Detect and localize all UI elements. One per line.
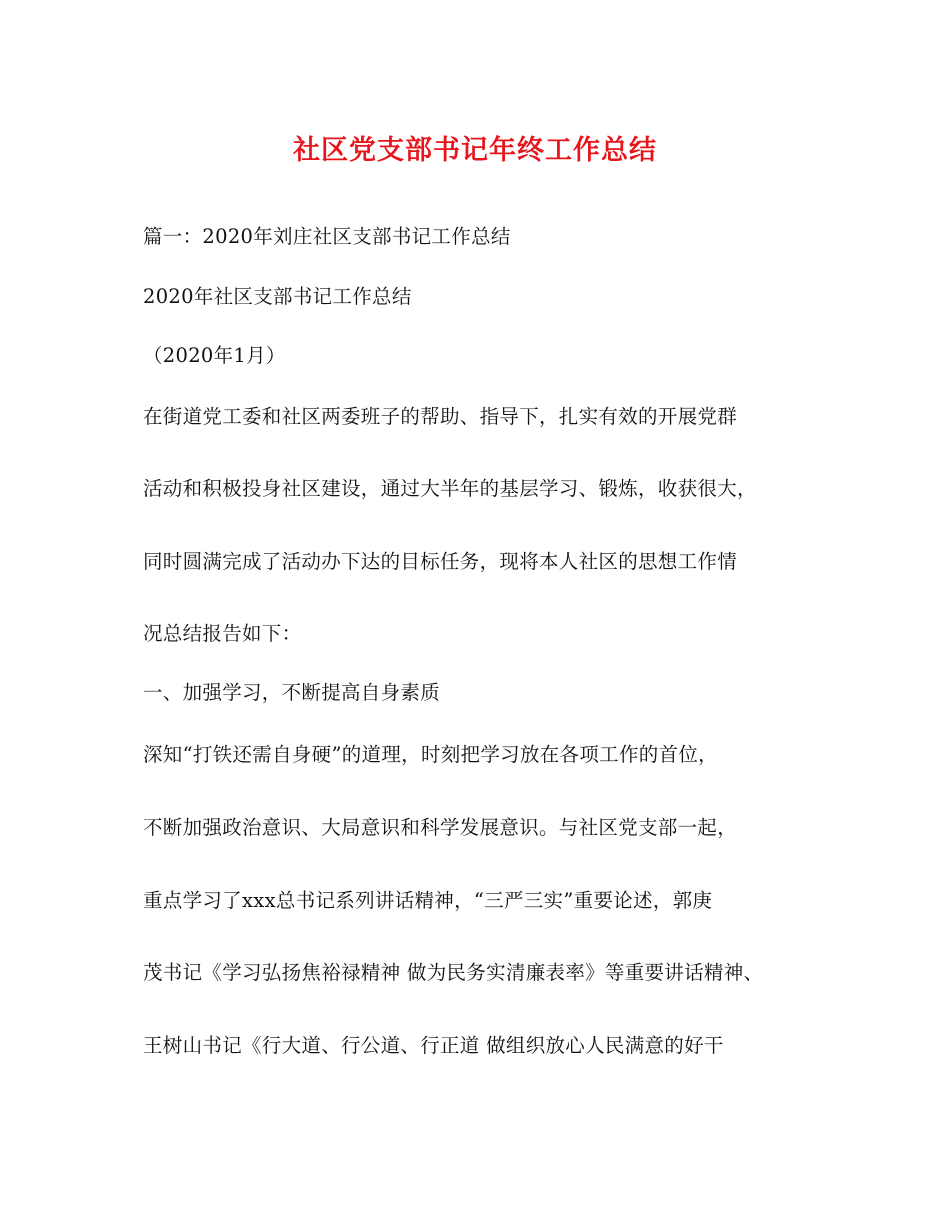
report-date: （2020年1月） — [143, 344, 286, 367]
paragraph-line: 王树山书记《行大道、行公道、行正道 做组织放心人民满意的好干 — [143, 1034, 724, 1057]
section-heading-study: 一、加强学习，不断提高自身素质 — [143, 681, 441, 704]
section-heading-part-one: 篇一：2020年刘庄社区支部书记工作总结 — [143, 225, 511, 248]
paragraph-line: 在街道党工委和社区两委班子的帮助、指导下，扎实有效的开展党群 — [143, 405, 738, 428]
document-title: 社区党支部书记年终工作总结 — [293, 135, 657, 166]
paragraph-line: 重点学习了xxx总书记系列讲话精神，“三严三实”重要论述，郭庚 — [143, 889, 713, 912]
paragraph-line: 活动和积极投身社区建设，通过大半年的基层学习、锻炼，收获很大， — [143, 477, 757, 500]
report-subtitle: 2020年社区支部书记工作总结 — [143, 285, 412, 308]
paragraph-line: 不断加强政治意识、大局意识和科学发展意识。与社区党支部一起， — [143, 816, 738, 839]
paragraph-line: 同时圆满完成了活动办下达的目标任务，现将本人社区的思想工作情 — [143, 550, 738, 573]
paragraph-line: 况总结报告如下： — [143, 622, 302, 645]
paragraph-line: 茂书记《学习弘扬焦裕禄精神 做为民务实清廉表率》等重要讲话精神、 — [143, 961, 764, 984]
paragraph-line: 深知“打铁还需自身硬”的道理，时刻把学习放在各项工作的首位， — [143, 743, 718, 766]
